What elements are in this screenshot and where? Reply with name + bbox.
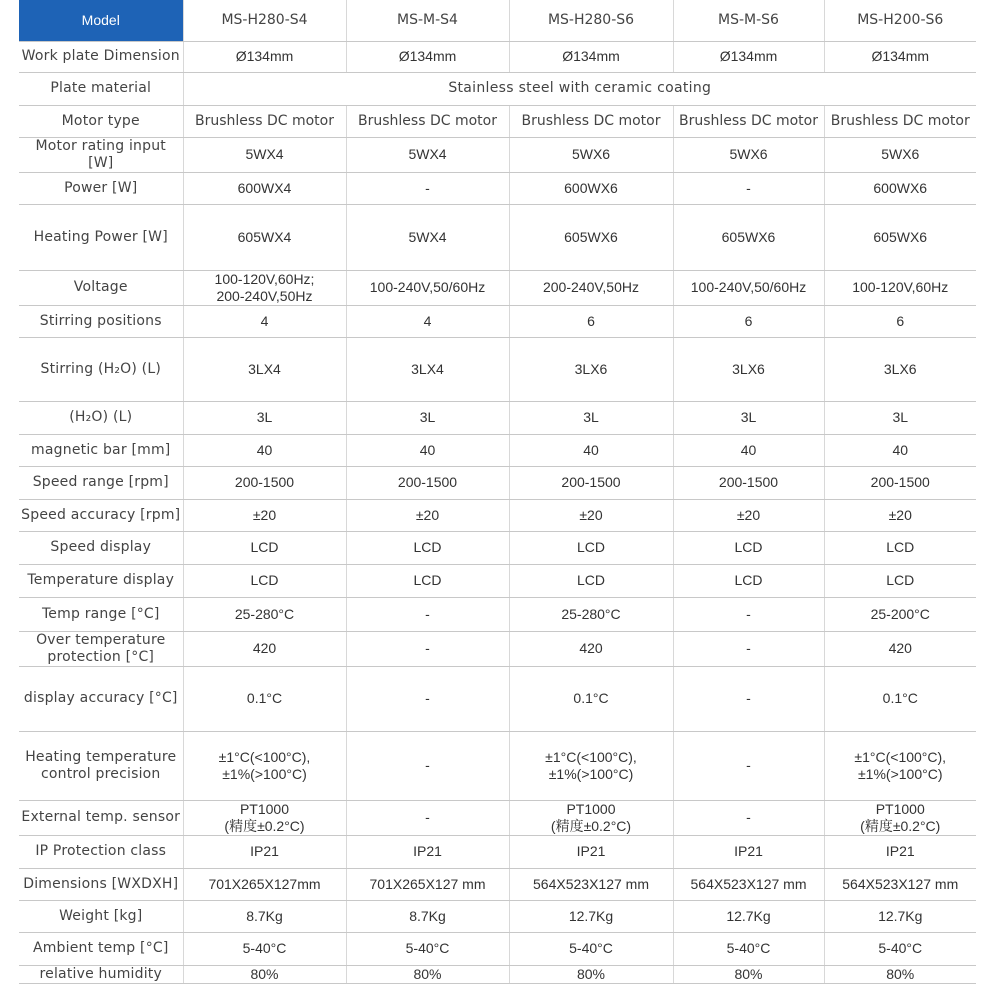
row-label (19, 666, 183, 731)
value-cell: 25-280°C (183, 597, 346, 631)
value-cell: 701X265X127mm (183, 868, 346, 900)
value-cell: ±1°C(<100°C), ±1%(>100°C) (509, 731, 673, 800)
row-label-text: Heating Power (33, 228, 138, 245)
value-cell: 40 (346, 434, 509, 466)
row-label-text: Temp range (41, 605, 127, 622)
value-cell: 3LX6 (824, 337, 976, 401)
row-label-text: IP Protection class (35, 843, 167, 859)
value-cell: LCD (673, 531, 824, 564)
row-label (19, 337, 183, 401)
row-label-text: Speed display (50, 539, 152, 555)
table-row (19, 731, 976, 800)
value-cell: - (346, 172, 509, 204)
value-cell: 80% (824, 965, 976, 983)
value-cell: - (346, 666, 509, 731)
model-col-4: MS-M-S6 (673, 0, 824, 41)
value-cell: Brushless DC motor (509, 105, 673, 137)
value-cell: 40 (509, 434, 673, 466)
value-cell: 8.7Kg (183, 900, 346, 932)
row-label (19, 305, 183, 337)
value-cell: 564X523X127 mm (673, 868, 824, 900)
table-row (19, 270, 976, 305)
row-label (19, 564, 183, 597)
value-cell: - (673, 731, 824, 800)
table-row (19, 800, 976, 835)
value-cell: ±1°C(<100°C), ±1%(>100°C) (824, 731, 976, 800)
row-label-text: Stirring (40, 360, 94, 377)
value-cell: Brushless DC motor (346, 105, 509, 137)
value-cell: 564X523X127 mm (509, 868, 673, 900)
row-label-text: Speed range (32, 474, 124, 490)
table-row (19, 631, 976, 666)
row-label: Plate material (19, 72, 183, 105)
value-cell: Ø134mm (673, 41, 824, 72)
row-label-unit: [°C] (140, 940, 169, 956)
value-cell: 5WX4 (346, 137, 509, 172)
value-cell: 5-40°C (509, 932, 673, 965)
row-label (19, 172, 183, 204)
row-label-text: Stirring positions (39, 312, 162, 329)
row-label-unit: [mm] (131, 441, 171, 458)
model-header: Model (19, 0, 183, 41)
value-cell: ±20 (183, 499, 346, 531)
value-cell: 80% (183, 965, 346, 983)
value-cell: 3L (346, 401, 509, 434)
value-cell: 12.7Kg (509, 900, 673, 932)
value-cell: 200-1500 (824, 466, 976, 499)
value-cell: 100-240V,50/60Hz (673, 270, 824, 305)
value-cell: 3LX4 (346, 337, 509, 401)
value-cell: 25-200°C (824, 597, 976, 631)
row-label-text: Voltage (73, 279, 128, 295)
row-label-text: Work plate Dimension (21, 48, 180, 64)
row-label-text: Speed accuracy (21, 506, 136, 523)
value-cell: IP21 (183, 835, 346, 868)
row-label (19, 499, 183, 531)
value-cell: 3L (183, 401, 346, 434)
value-cell: 5-40°C (346, 932, 509, 965)
value-cell: 5-40°C (824, 932, 976, 965)
value-cell: 100-120V,60Hz (824, 270, 976, 305)
value-cell: 3LX6 (673, 337, 824, 401)
value-cell: 200-1500 (673, 466, 824, 499)
table-row (19, 965, 976, 983)
value-cell: IP21 (346, 835, 509, 868)
table-row (19, 401, 976, 434)
value-cell: LCD (673, 564, 824, 597)
value-cell: - (673, 597, 824, 631)
row-label-unit: [W] (142, 228, 168, 245)
table-row (19, 499, 976, 531)
value-cell: Brushless DC motor (183, 105, 346, 137)
row-label (19, 270, 183, 305)
value-cell: 3L (509, 401, 673, 434)
spec-table (19, 0, 976, 984)
row-label (19, 631, 183, 666)
value-cell: PT1000 (精度±0.2°C) (509, 800, 673, 835)
value-cell: 40 (824, 434, 976, 466)
row-label-text: magnetic bar (31, 441, 127, 458)
value-cell: 200-1500 (509, 466, 673, 499)
value-cell: 5-40°C (673, 932, 824, 965)
value-cell: 600WX4 (183, 172, 346, 204)
row-label (19, 105, 183, 137)
value-cell: 6 (824, 305, 976, 337)
table-row (19, 41, 976, 72)
value-cell: Ø134mm (824, 41, 976, 72)
row-label-text: Motor type (61, 112, 140, 129)
value-cell: 3L (673, 401, 824, 434)
table-row (19, 666, 976, 731)
table-row (19, 835, 976, 868)
row-label-text: Heating temperature control precision (25, 748, 177, 782)
row-label-unit: [W] (112, 179, 138, 196)
row-label (19, 731, 183, 800)
model-col-3: MS-H280-S6 (509, 0, 673, 41)
row-label-unit: [rpm] (140, 506, 181, 523)
row-label-text: External temp. sensor (21, 809, 181, 825)
value-cell: ±20 (673, 499, 824, 531)
value-cell: 25-280°C (509, 597, 673, 631)
table-row (19, 868, 976, 900)
value-cell: 5WX6 (673, 137, 824, 172)
value-cell: 605WX4 (183, 204, 346, 270)
value-cell: ±1°C(<100°C), ±1%(>100°C) (183, 731, 346, 800)
value-cell: 420 (824, 631, 976, 666)
value-cell: 420 (183, 631, 346, 666)
value-cell: - (673, 666, 824, 731)
row-label (19, 137, 183, 172)
row-label (19, 835, 183, 868)
plate-material-value: Stainless steel with ceramic coating (183, 72, 976, 105)
row-label-text: Power (64, 179, 108, 196)
value-cell: - (346, 731, 509, 800)
row-label-unit: (H₂O) (L) (97, 360, 161, 377)
row-label (19, 41, 183, 72)
value-cell: 5-40°C (183, 932, 346, 965)
model-col-1: MS-H280-S4 (183, 0, 346, 41)
row-label-unit: [°C] (131, 605, 160, 622)
value-cell: 4 (346, 305, 509, 337)
value-cell: 80% (673, 965, 824, 983)
value-cell: 200-1500 (183, 466, 346, 499)
value-cell: 605WX6 (824, 204, 976, 270)
value-cell: - (346, 800, 509, 835)
value-cell: 600WX6 (509, 172, 673, 204)
value-cell: - (673, 172, 824, 204)
model-col-2: MS-M-S4 (346, 0, 509, 41)
value-cell: PT1000 (精度±0.2°C) (824, 800, 976, 835)
value-cell: 5WX6 (509, 137, 673, 172)
value-cell: Ø134mm (509, 41, 673, 72)
value-cell: LCD (824, 564, 976, 597)
table-row (19, 172, 976, 204)
table-row (19, 900, 976, 932)
row-label (19, 800, 183, 835)
value-cell: 80% (346, 965, 509, 983)
table-row (19, 466, 976, 499)
row-label-unit: [°C] (149, 690, 178, 706)
table-row (19, 564, 976, 597)
table-row (19, 105, 976, 137)
value-cell: 0.1°C (824, 666, 976, 731)
value-cell: LCD (509, 531, 673, 564)
value-cell: 5WX6 (824, 137, 976, 172)
row-label-text: Dimensions (23, 875, 107, 892)
row-label-unit: [W] (88, 154, 114, 171)
row-label (19, 434, 183, 466)
value-cell: 3L (824, 401, 976, 434)
row-label-unit: [WXDXH] (111, 875, 179, 892)
value-cell: - (346, 631, 509, 666)
value-cell: 8.7Kg (346, 900, 509, 932)
row-label-text: Weight (59, 907, 110, 924)
row-label (19, 868, 183, 900)
value-cell: 5WX4 (183, 137, 346, 172)
row-label (19, 531, 183, 564)
row-label-text: Temperature display (27, 572, 175, 588)
value-cell: 12.7Kg (673, 900, 824, 932)
value-cell: Brushless DC motor (824, 105, 976, 137)
value-cell: IP21 (824, 835, 976, 868)
row-label-unit: [°C] (125, 648, 155, 665)
table-row (19, 597, 976, 631)
value-cell: - (346, 597, 509, 631)
row-label-text: Motor rating input (35, 137, 166, 154)
value-cell: LCD (824, 531, 976, 564)
value-cell: 100-240V,50/60Hz (346, 270, 509, 305)
row-label (19, 466, 183, 499)
value-cell: LCD (346, 564, 509, 597)
row-label-text: Over temperature protection (36, 631, 166, 665)
row-label (19, 932, 183, 965)
row-label (19, 900, 183, 932)
value-cell: 6 (673, 305, 824, 337)
value-cell: 605WX6 (509, 204, 673, 270)
value-cell: ±20 (509, 499, 673, 531)
value-cell: LCD (183, 531, 346, 564)
row-label (19, 204, 183, 270)
value-cell: 40 (183, 434, 346, 466)
value-cell: Brushless DC motor (673, 105, 824, 137)
table-row (19, 531, 976, 564)
row-label-text: Ambient temp (32, 940, 136, 956)
table-row (19, 137, 976, 172)
header-row (19, 0, 976, 41)
value-cell: IP21 (509, 835, 673, 868)
value-cell: LCD (346, 531, 509, 564)
value-cell: 200-240V,50Hz (509, 270, 673, 305)
row-label (19, 597, 183, 631)
value-cell: 3LX6 (509, 337, 673, 401)
table-row (19, 932, 976, 965)
value-cell: 80% (509, 965, 673, 983)
row-label-unit: (H₂O) (L) (69, 409, 133, 425)
value-cell: 0.1°C (509, 666, 673, 731)
row-label-text: display accuracy (23, 690, 145, 706)
value-cell: 701X265X127 mm (346, 868, 509, 900)
value-cell: 5WX4 (346, 204, 509, 270)
value-cell: ±20 (346, 499, 509, 531)
value-cell: 6 (509, 305, 673, 337)
value-cell: 564X523X127 mm (824, 868, 976, 900)
value-cell: PT1000 (精度±0.2°C) (183, 800, 346, 835)
value-cell: - (673, 631, 824, 666)
table-row (19, 305, 976, 337)
value-cell: 605WX6 (673, 204, 824, 270)
value-cell: IP21 (673, 835, 824, 868)
row-label (19, 965, 183, 983)
value-cell: Ø134mm (346, 41, 509, 72)
table-row (19, 337, 976, 401)
row-label-text: relative humidity (39, 965, 162, 982)
table-row (19, 204, 976, 270)
value-cell: 12.7Kg (824, 900, 976, 932)
value-cell: 40 (673, 434, 824, 466)
value-cell: LCD (509, 564, 673, 597)
table-row (19, 72, 976, 105)
value-cell: 100-120V,60Hz; 200-240V,50Hz (183, 270, 346, 305)
value-cell: 0.1°C (183, 666, 346, 731)
value-cell: 200-1500 (346, 466, 509, 499)
table-row (19, 434, 976, 466)
value-cell: 3LX4 (183, 337, 346, 401)
spec-table-body (19, 0, 976, 983)
value-cell: ±20 (824, 499, 976, 531)
value-cell: 420 (509, 631, 673, 666)
value-cell: 4 (183, 305, 346, 337)
row-label-unit: [rpm] (128, 474, 169, 490)
row-label-unit: [kg] (113, 907, 143, 924)
value-cell: Ø134mm (183, 41, 346, 72)
model-col-5: MS-H200-S6 (824, 0, 976, 41)
row-label (19, 401, 183, 434)
value-cell: LCD (183, 564, 346, 597)
value-cell: - (673, 800, 824, 835)
value-cell: 600WX6 (824, 172, 976, 204)
